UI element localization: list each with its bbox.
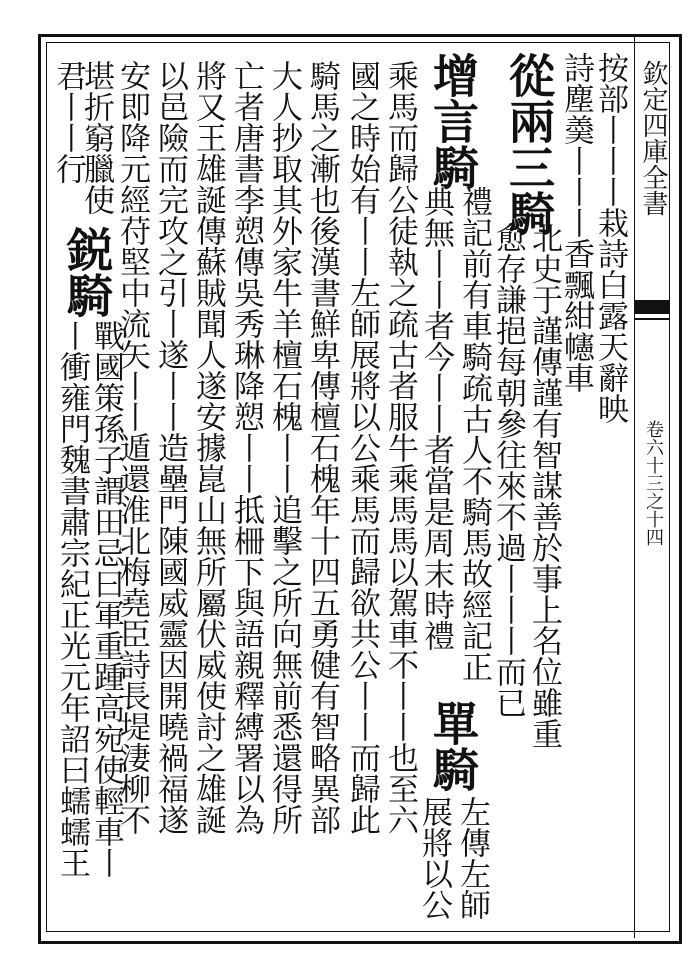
text-column: 按部丨丨丨栽詩白露天辭映 — [592, 52, 628, 424]
text-column: 堪折窮臘使 — [78, 60, 114, 215]
text-column: 愈存謙挹每朝參往來不過丨丨丨而已 — [490, 222, 526, 718]
fishtail-ornament — [634, 300, 670, 314]
entry-heading: 單騎 — [426, 700, 480, 792]
entry-heading: 從兩三騎 — [502, 52, 556, 236]
text-column: 將又王雄誕傳蘇賊聞人遂安據崑山無所屬伏威使討之雄誕 — [190, 60, 226, 835]
entry-heading: 鋭騎 — [60, 226, 114, 318]
text-column: 詩塵羮丨丨丨香飄紺幰車 — [558, 52, 594, 393]
text-column: 安即降元經苻堅中流矢丨丨遁還淮北梅堯臣詩長堤淒柳不 — [114, 60, 150, 835]
text-column: 以邑險而完攻之引丨遂丨丨造壘門陳國威靈因開曉禍福遂 — [152, 60, 188, 835]
volume-label: 卷六十三之十四 — [643, 420, 664, 546]
text-column: 典無丨丨者今丨丨者當是周末時禮 — [418, 186, 454, 651]
entry-heading: 增言騎 — [426, 52, 480, 190]
text-column: 乘馬而歸公徒執之疏古者服牛乘馬馬以駕車不丨丨也至六 — [382, 60, 418, 835]
text-column: 北史于謹傳謹有智謀善於事上名位雖重 — [526, 222, 562, 749]
text-column: 丨衝雍門魏書肅宗紀正光元年詔曰蠕蠕王 — [54, 320, 90, 878]
margin-divider — [634, 34, 635, 938]
book-title: 欽定四庫全書 — [638, 60, 668, 216]
text-column: 騎馬之漸也後漢書鮮卑傳檀石槐年十四五勇健有智略異部 — [304, 60, 340, 835]
text-column: 戰國策孫子謂田忌曰軍重踵高宛使輕車丨 — [88, 320, 124, 878]
text-column: 大人抄取其外家牛羊檀石槐丨丨追擊之所向無前悉還得所 — [266, 60, 302, 835]
text-column: 展將以公 — [416, 796, 452, 920]
text-column: 亡者唐書李愬傳吳秀琳降愬丨丨抵柵下與語親釋縛署以為 — [228, 60, 264, 835]
fishtail-line — [634, 318, 670, 320]
text-column: 君丨丨行 — [50, 60, 86, 184]
text-column: 禮記前有車騎疏古人不騎馬故經記正 — [456, 186, 492, 682]
text-column: 國之時始有丨丨左師展將以公乘馬而歸欲共公丨丨而歸此 — [344, 60, 380, 835]
text-column: 左傳左師 — [454, 796, 490, 920]
